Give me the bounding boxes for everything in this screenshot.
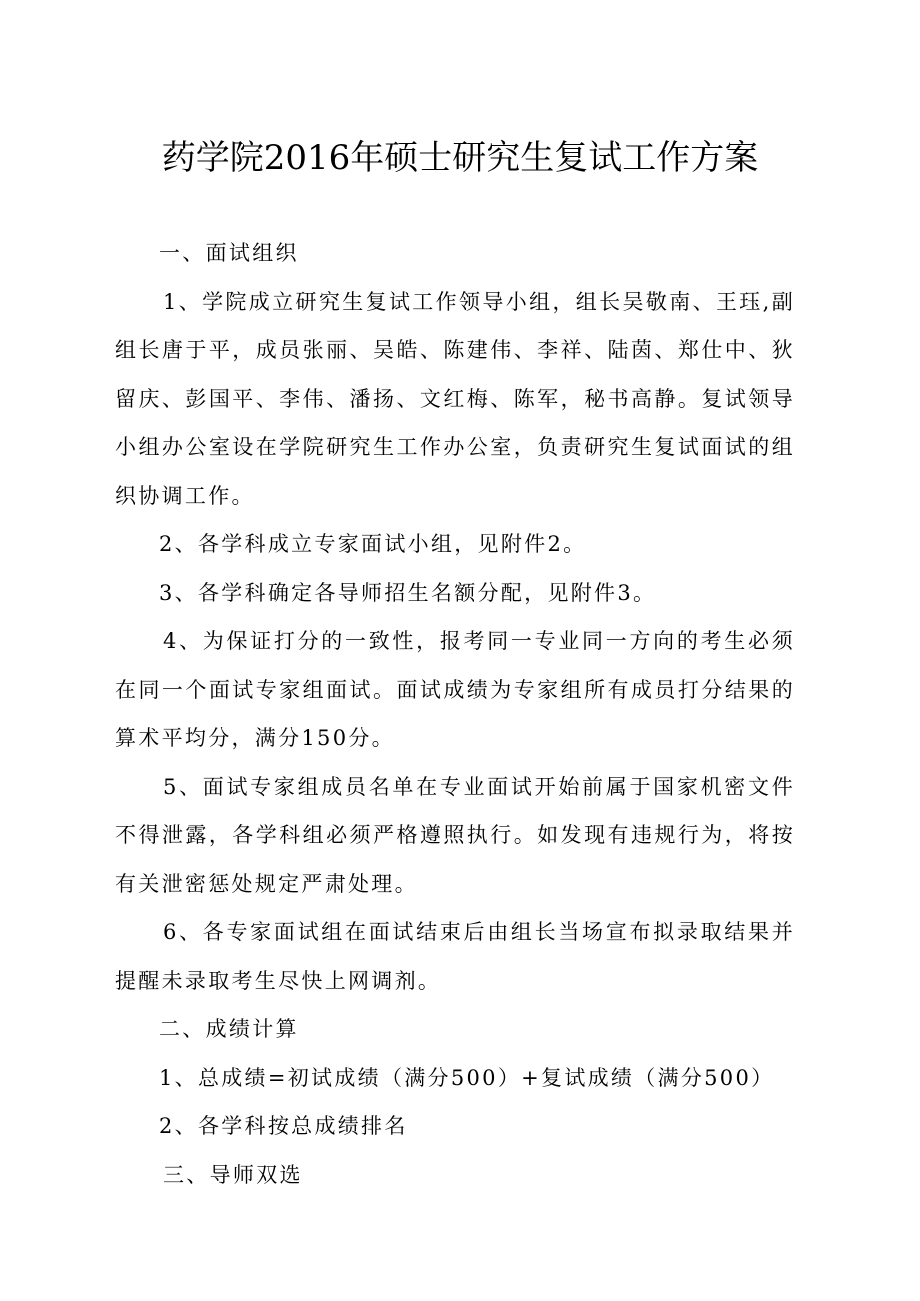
paragraph-item-6: 6、各专家面试组在面试结束后由组长当场宣布拟录取结果并提醒未录取考生尽快上网调剂。 (115, 920, 795, 993)
paragraph-item-3: 3、各学科确定各导师招生名额分配，见附件3。 (159, 580, 657, 605)
section-heading-advisor-selection: 三、导师双选 (163, 1162, 303, 1187)
paragraph-item-1: 1、学院成立研究生复试工作领导小组，组长吴敬南、王珏,副组长唐于平，成员张丽、吴皓、陈建伟、李祥、陆茵、郑仕中、狄留庆、彭国平、李伟、潘扬、文红梅、陈军，秘书高静。复试领导小组办公室设在学院研究生工作办公室，负责研究生复试面试的组织协调工作。 (115, 289, 795, 508)
document-title: 药学院2016年硕士研究生复试工作方案 (161, 138, 759, 178)
paragraph-score-item-1: 1、总成绩=初试成绩（满分500）+复试成绩（满分500） (159, 1065, 775, 1090)
section-heading-interview-organization: 一、面试组织 (159, 241, 299, 265)
paragraph-item-5: 5、面试专家组成员名单在专业面试开始前属于国家机密文件不得泄露，各学科组必须严格遵照执行。如发现有违规行为，将按有关泄密惩处规定严肃处理。 (115, 774, 795, 896)
paragraph-item-2: 2、各学科成立专家面试小组，见附件2。 (159, 532, 587, 556)
paragraph-score-item-2: 2、各学科按总成绩排名 (159, 1114, 408, 1138)
paragraph-item-4: 4、为保证打分的一致性，报考同一专业同一方向的考生必须在同一个面试专家组面试。面试成绩为专家组所有成员打分结果的算术平均分，满分150分。 (115, 629, 795, 750)
section-heading-score-calculation: 二、成绩计算 (159, 1017, 299, 1041)
document-body (115, 229, 795, 1199)
